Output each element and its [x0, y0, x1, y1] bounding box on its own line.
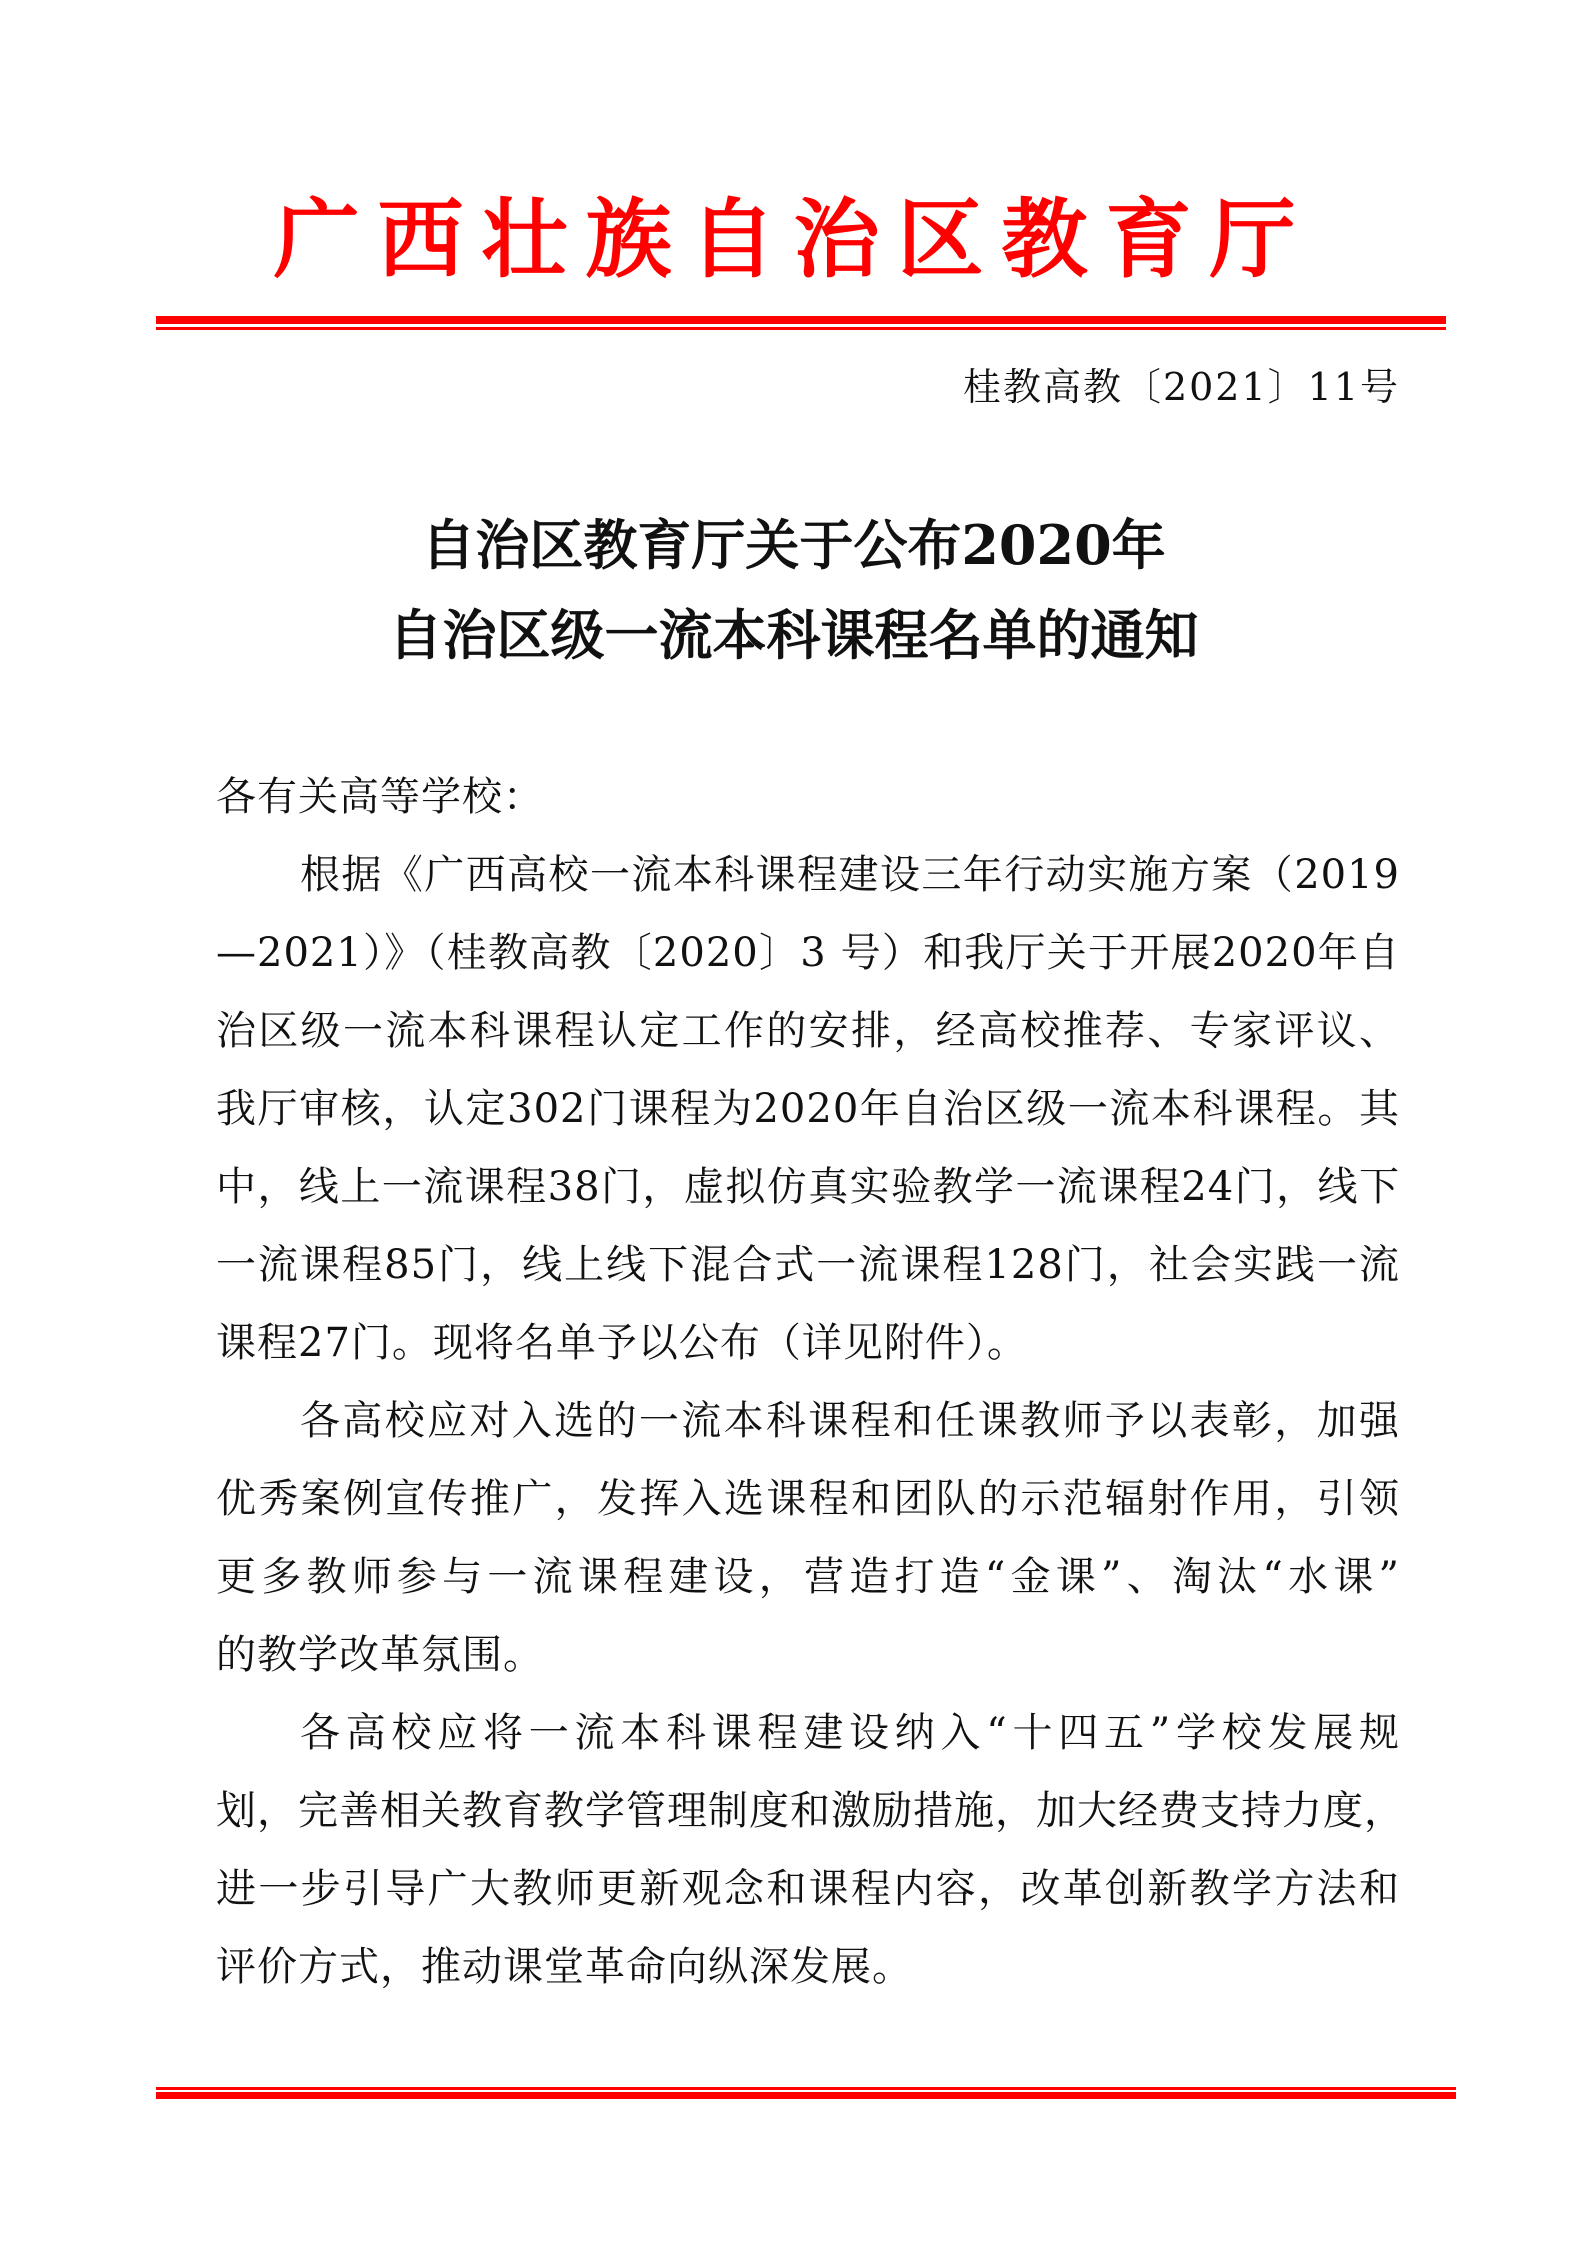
- header-rule-thick: [156, 316, 1446, 324]
- document-number: 桂教高教〔2021〕11号: [962, 365, 1400, 409]
- header-rule-thin: [156, 327, 1446, 330]
- paragraph-3-line: 评价方式，推动课堂革命向纵深发展。: [216, 1944, 913, 1990]
- paragraph-1-line: 一流课程85门，线上线下混合式一流课程128门，社会实践一流: [216, 1242, 1400, 1288]
- paragraph-3-line: 进一步引导广大教师更新观念和课程内容，改革创新教学方法和: [216, 1866, 1400, 1912]
- issuing-organization-header: 广西壮族自治区教育厅: [273, 189, 1314, 290]
- paragraph-2-line: 各高校应对入选的一流本科课程和任课教师予以表彰，加强: [300, 1398, 1400, 1444]
- paragraph-1-line: 我厅审核，认定302门课程为2020年自治区级一流本科课程。其: [216, 1086, 1400, 1132]
- paragraph-1-line: 中，线上一流课程38门，虚拟仿真实验教学一流课程24门，线下: [216, 1164, 1400, 1210]
- paragraph-1-line: 根据《广西高校一流本科课程建设三年行动实施方案（2019: [300, 852, 1400, 898]
- paragraph-1-line: 课程27门。现将名单予以公布（详见附件）。: [216, 1320, 1028, 1366]
- footer-rule-thick: [156, 2092, 1456, 2099]
- paragraph-2-line: 的教学改革氛围。: [216, 1632, 544, 1678]
- document-title-line-1: 自治区教育厅关于公布2020年: [421, 513, 1166, 577]
- paragraph-1-line: —2021）》（桂教高教〔2020〕3 号）和我厅关于开展2020年自: [216, 930, 1400, 976]
- paragraph-3-line: 划，完善相关教育教学管理制度和激励措施，加大经费支持力度，: [216, 1788, 1405, 1834]
- paragraph-2-line: 优秀案例宣传推广，发挥入选课程和团队的示范辐射作用，引领: [216, 1476, 1400, 1522]
- document-title-line-2: 自治区级一流本科课程名单的通知: [388, 603, 1199, 667]
- salutation: 各有关高等学校：: [216, 774, 544, 820]
- footer-rule-thin: [156, 2087, 1456, 2090]
- paragraph-3-line: 各高校应将一流本科课程建设纳入“十四五”学校发展规: [300, 1710, 1400, 1756]
- paragraph-2-line: 更多教师参与一流课程建设，营造打造“金课”、淘汰“水课”: [216, 1554, 1400, 1600]
- paragraph-1-line: 治区级一流本科课程认定工作的安排，经高校推荐、专家评议、: [216, 1008, 1400, 1054]
